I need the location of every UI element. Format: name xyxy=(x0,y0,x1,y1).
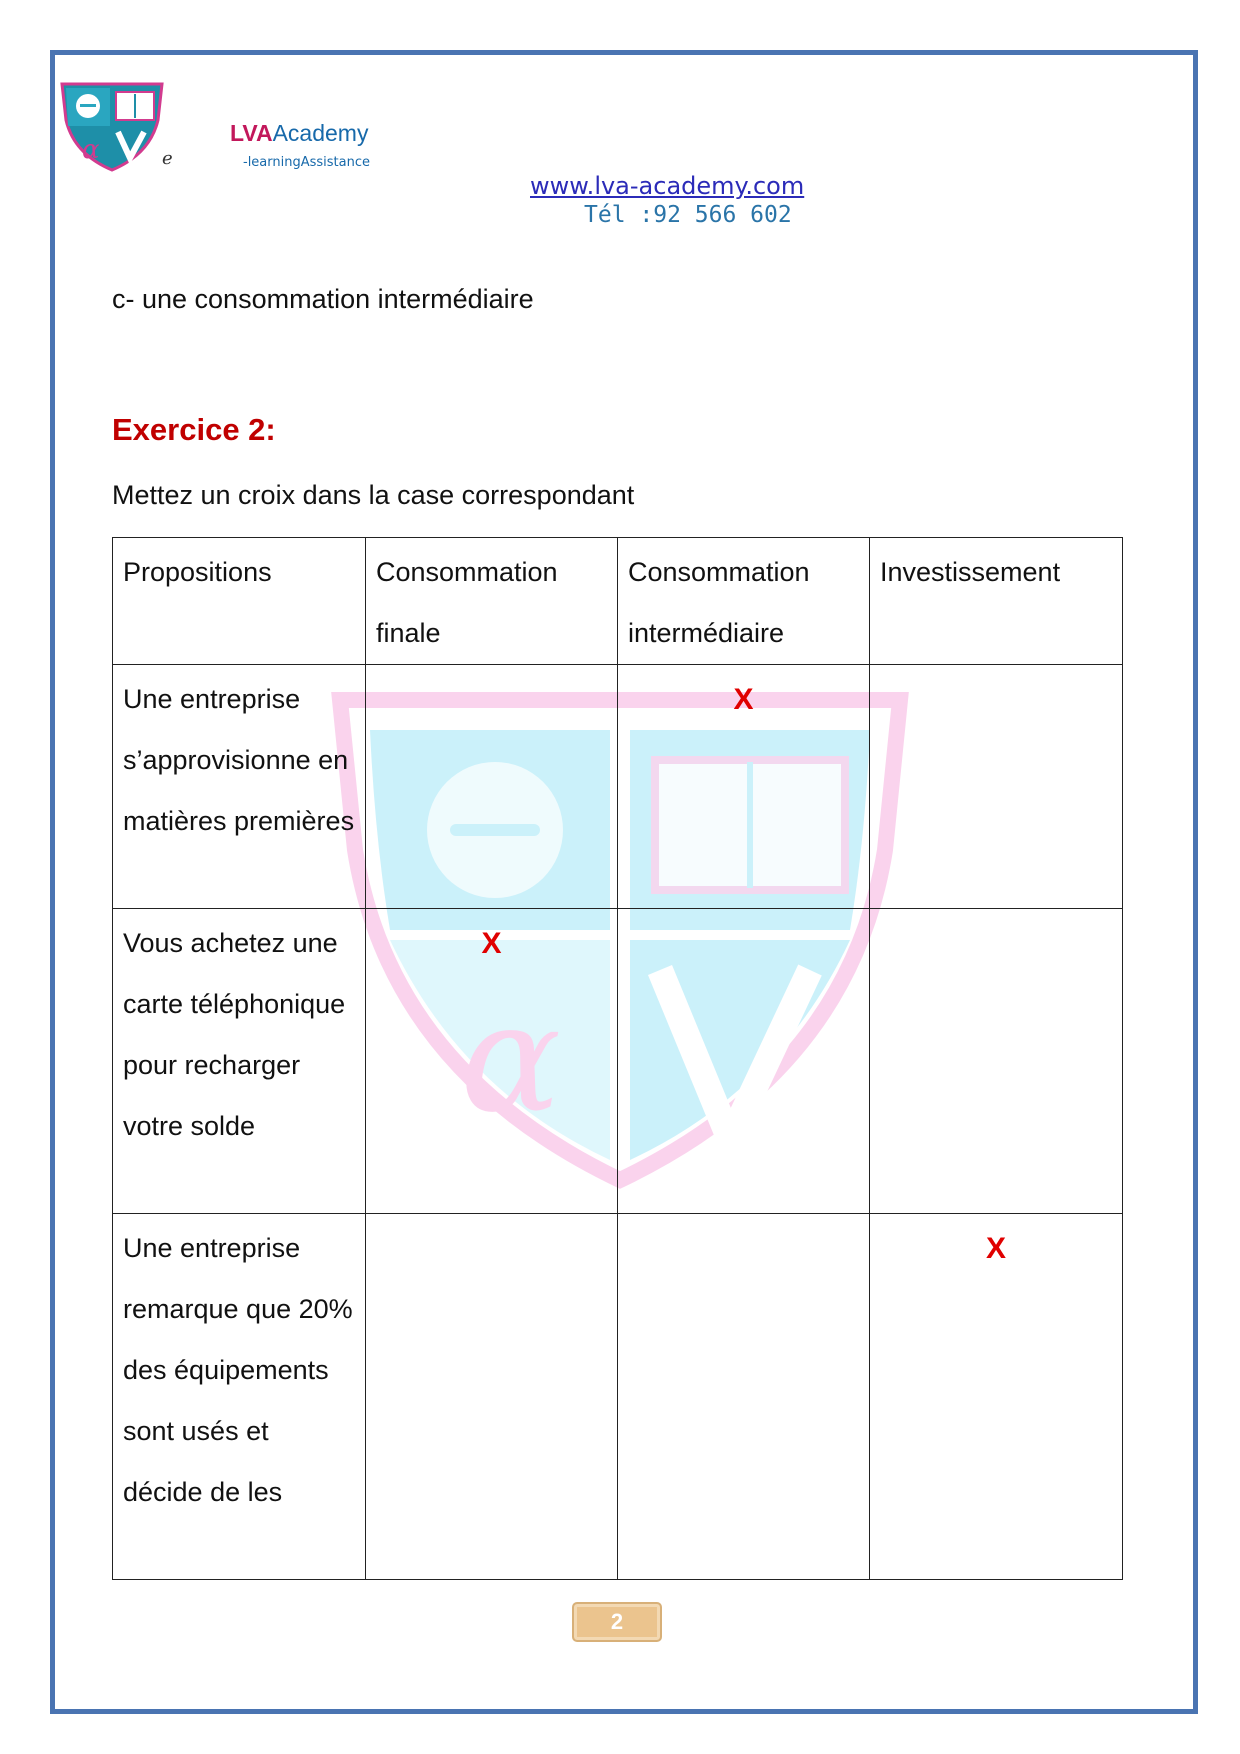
checkbox-cell[interactable] xyxy=(870,665,1123,909)
checkbox-cell[interactable] xyxy=(618,1214,870,1580)
checkbox-cell[interactable] xyxy=(366,909,618,1214)
proposition-cell: Vous achetez une carte téléphonique pour recharger votre solde xyxy=(113,909,366,1214)
brand-subtitle: -learningAssistance xyxy=(243,155,370,170)
phone-number: Tél :92 566 602 xyxy=(584,202,792,228)
checkbox-cell[interactable] xyxy=(618,909,870,1214)
checkbox-cell[interactable] xyxy=(870,1214,1123,1580)
table-header-row xyxy=(113,538,1123,665)
checkbox-cell[interactable] xyxy=(366,665,618,909)
brand-lva: LVA xyxy=(230,120,273,146)
shield-logo-icon xyxy=(58,80,166,172)
checkbox-cell[interactable] xyxy=(870,909,1123,1214)
cross-mark: X xyxy=(985,1232,1006,1265)
cross-mark: X xyxy=(481,927,502,960)
table-row xyxy=(113,665,1123,909)
header-propositions: Propositions xyxy=(113,538,366,665)
header-consommation-intermediaire: Consommation intermédiaire xyxy=(618,538,870,665)
svg-text:α: α xyxy=(460,972,562,1146)
svg-text:α: α xyxy=(82,135,100,165)
table-row xyxy=(113,909,1123,1214)
logo-letter: e xyxy=(162,148,173,169)
brand-academy: Academy xyxy=(272,120,369,146)
answer-table xyxy=(112,537,1123,1580)
page-number: 2 xyxy=(572,1602,662,1642)
table-row xyxy=(113,1214,1123,1580)
proposition-cell: Une entreprise remarque que 20% des équipements sont usés et décide de les xyxy=(113,1214,366,1580)
proposition-cell: Une entreprise s’approvisionne en matières premières xyxy=(113,665,366,909)
brand-name xyxy=(230,120,368,147)
header-consommation-finale: Consommation finale xyxy=(366,538,618,665)
header-investissement: Investissement xyxy=(870,538,1123,665)
exercise-instruction: Mettez un croix dans la case correspondant xyxy=(112,480,635,510)
website-link[interactable]: www.lva-academy.com xyxy=(530,172,805,200)
exercise-title: Exercice 2: xyxy=(112,412,276,447)
checkbox-cell[interactable] xyxy=(618,665,870,909)
answer-line-c: c- une consommation intermédiaire xyxy=(112,284,534,314)
cross-mark: X xyxy=(733,683,754,716)
checkbox-cell[interactable] xyxy=(366,1214,618,1580)
